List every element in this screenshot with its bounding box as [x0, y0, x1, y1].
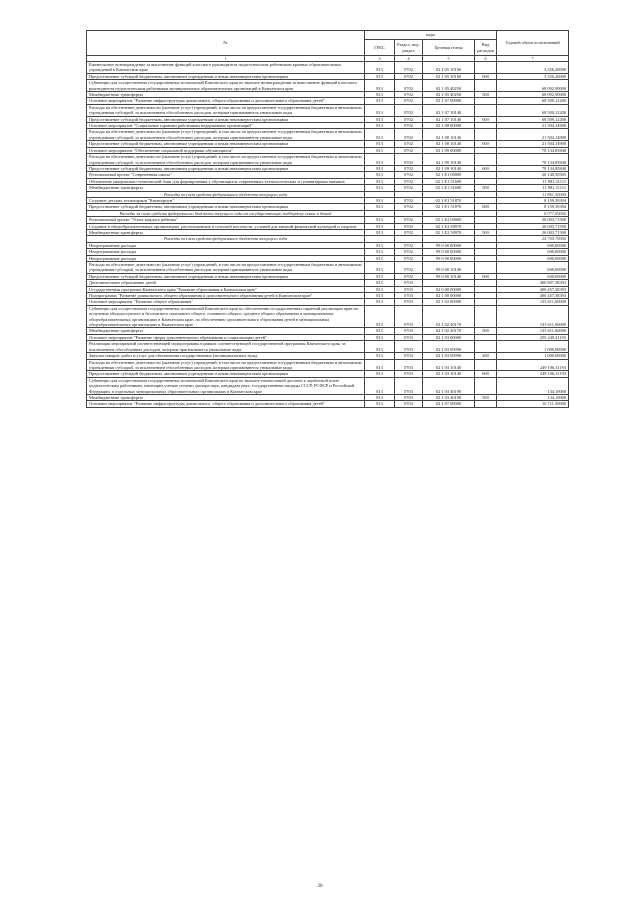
expense-name: Субвенции для осуществления государственных полномочий Камчатского края по обеспечению государственных гарантий реализации прав на получение общедоступного и бесплатного начального общего, основного общего, среднего общего образования в муниципальных общеобразовательных организациях в Камчатском крае, по обеспечению дополнительного образования детей в муниципальных общеобразовательных организациях в Камчатском крае: [87, 305, 365, 328]
target-article-code: 02 1 09 10140: [423, 154, 475, 166]
column-index: 5: [423, 56, 475, 62]
table-row: [87, 359, 569, 371]
grbs-code: 813: [365, 172, 395, 178]
target-article-code: 02 1 E2 50970: [423, 223, 475, 229]
target-article-code: 02 1 03 40190: [423, 377, 475, 394]
expense-name: Межбюджетные трансферты: [87, 328, 365, 334]
target-article-code: 02 1 02 40170: [423, 305, 475, 328]
target-article-code: 02 1 03 00000: [423, 334, 475, 340]
expense-type-code: [475, 80, 497, 92]
razdel-code: 0702: [395, 255, 423, 261]
target-article-code: 02 1 E2 00000: [423, 217, 475, 223]
expense-type-code: [475, 305, 497, 328]
target-article-code: 02 1 02 00000: [423, 299, 475, 305]
amount-value: 133 611,60000: [497, 299, 569, 305]
target-article-code: 02 1 E1 00000: [423, 172, 475, 178]
amount-value: 68 092,90000: [497, 80, 569, 92]
grbs-code: 813: [365, 353, 395, 359]
column-index: 7: [497, 56, 569, 62]
razdel-code: 0702: [395, 73, 423, 79]
expense-name: Основное мероприятие "Развитие инфраструктуры дошкольного, общего образования и дополнительного образования детей": [87, 401, 365, 407]
razdel-code: 0702: [395, 185, 423, 191]
note-text: Расходы за счет средств федерального бюджета текущего года: [87, 191, 365, 197]
target-article-code: 02 1 02 40170: [423, 328, 475, 334]
target-article-code: 02 1 07 00000: [423, 401, 475, 407]
target-article-code: 02 1 E1 51690: [423, 178, 475, 184]
table-row: [87, 104, 569, 116]
razdel-code: 0702: [395, 172, 423, 178]
column-index: 4: [395, 56, 423, 62]
grbs-code: 813: [365, 299, 395, 305]
amount-value: 400 457,38393: [497, 286, 569, 292]
column-index: 3: [365, 56, 395, 62]
target-article-code: 02 0 00 00000: [423, 286, 475, 292]
razdel-code: 0703: [395, 359, 423, 371]
grbs-code: 813: [365, 104, 395, 116]
razdel-code: 0703: [395, 394, 423, 400]
grbs-code: 813: [365, 293, 395, 299]
amount-value: 21 504,14900: [497, 129, 569, 141]
target-article-code: 02 1 00 00000: [423, 293, 475, 299]
target-article-code: 02 1 E1 51870: [423, 204, 475, 210]
expense-type-code: [475, 62, 497, 74]
table-row: [87, 377, 569, 394]
table-row: [87, 401, 569, 407]
expense-name: Непрограммные расходы: [87, 255, 365, 261]
razdel-code: 0702: [395, 141, 423, 147]
razdel-code: 0703: [395, 293, 423, 299]
razdel-code: 0702: [395, 229, 423, 235]
amount-value: 68 509,12200: [497, 116, 569, 122]
amount-value: 3 356,20000: [497, 62, 569, 74]
razdel-code: 0702: [395, 273, 423, 279]
target-article-code: 02 1 E1 51870: [423, 197, 475, 203]
expense-name: Межбюджетные трансферты: [87, 229, 365, 235]
razdel-code: 0702: [395, 249, 423, 255]
expense-name: Расходы на обеспечение деятельности (оказание услуг) учреждений, в том числе на предоставление государственным бюджетным и автономным учреждениям субсидий, за исключением обособленных расходов, которым присваиваются уникальные коды: [87, 104, 365, 116]
table-row: [87, 154, 569, 166]
razdel-code: 0702: [395, 178, 423, 184]
grbs-code: 813: [365, 123, 395, 129]
expense-name: Непрограммные расходы: [87, 249, 365, 255]
column-index: 1: [87, 56, 365, 62]
grbs-code: 813: [365, 273, 395, 279]
razdel-code: 0702: [395, 204, 423, 210]
expense-type-code: 500: [475, 328, 497, 334]
expense-name: Предоставление субсидий бюджетным, автономным учреждениям и иным некоммерческим организациям: [87, 371, 365, 377]
amount-value: 11 981,31111: [497, 185, 569, 191]
grbs-code: 813: [365, 394, 395, 400]
grbs-code: 813: [365, 359, 395, 371]
razdel-code: 0703: [395, 286, 423, 292]
amount-value: 600,00000: [497, 262, 569, 274]
grbs-code: 813: [365, 62, 395, 74]
expense-name: Расходы на обеспечение деятельности (оказание услуг) учреждений, в том числе на предоставление государственным бюджетным и автономным учреждениям субсидий, за исключением обособленных расходов, которым присваиваются уникальные коды: [87, 154, 365, 166]
target-article-header: Целевая статья: [423, 40, 475, 56]
razdel-code: 0703: [395, 280, 423, 286]
grbs-code: 813: [365, 98, 395, 104]
razdel-code: 0703: [395, 377, 423, 394]
expense-name: Создание в общеобразовательных организациях, расположенных в сельской местности, условий для занятий физической культурой и спортом: [87, 223, 365, 229]
expense-name: Обновление материально-технической базы для формирования у обучающихся современных технологических и гуманитарных навыков: [87, 178, 365, 184]
note-amount: 11 861,50000: [497, 191, 569, 197]
razdel-header: Раздел, под-раздел: [395, 40, 423, 56]
amount-value: 21 504,14900: [497, 123, 569, 129]
grbs-code: 813: [365, 154, 395, 166]
budget-table: [86, 30, 569, 408]
expense-type-header: Вид расходов: [475, 40, 497, 56]
expense-name: Межбюджетные трансферты: [87, 185, 365, 191]
grbs-code: 813: [365, 147, 395, 153]
amount-value: 26 003,71500: [497, 217, 569, 223]
grbs-code: 813: [365, 280, 395, 286]
amount-value: 600,00000: [497, 249, 569, 255]
expense-name: Предоставление субсидий бюджетным, автономным учреждениям и иным некоммерческим организациям: [87, 204, 365, 210]
expense-type-code: 500: [475, 92, 497, 98]
expense-type-code: 600: [475, 73, 497, 79]
razdel-code: 0702: [395, 197, 423, 203]
expense-name: Непрограммные расходы: [87, 242, 365, 248]
expense-name: Предоставление субсидий бюджетным, автономным учреждениям и иным некоммерческим организациям: [87, 165, 365, 171]
expense-type-code: 200: [475, 353, 497, 359]
amount-value: 600,00000: [497, 242, 569, 248]
target-article-code: 02 1 E2 50970: [423, 229, 475, 235]
expense-type-code: 500: [475, 394, 497, 400]
razdel-code: 0702: [395, 129, 423, 141]
expense-name: Расходы на обеспечение деятельности (оказание услуг) учреждений, в том числе на предоставление государственным бюджетным и автономным учреждениям субсидий, за исключением обособленных расходов, которым присваиваются уникальные коды: [87, 129, 365, 141]
razdel-code: 0702: [395, 98, 423, 104]
expense-name: Основное мероприятие "Развитие инфраструктуры дошкольного, общего образования и дополнительного образования детей": [87, 98, 365, 104]
note-amount: 24 700,70000: [497, 236, 569, 242]
amount-value: 16 711,30000: [497, 401, 569, 407]
razdel-code: 0702: [395, 223, 423, 229]
grbs-code: 813: [365, 229, 395, 235]
table-row: [87, 305, 569, 328]
target-article-code: 02 1 E1 51690: [423, 185, 475, 191]
expense-type-code: 500: [475, 185, 497, 191]
razdel-code: 0703: [395, 334, 423, 340]
grbs-code: 813: [365, 255, 395, 261]
expense-name: Подпрограмма "Развитие дошкольного, общего образования и дополнительного образования детей в Камчатском крае": [87, 293, 365, 299]
expense-name: Основное мероприятие "Развитие сферы дополнительного образования и социализации детей": [87, 334, 365, 340]
amount-value: 20 140,50505: [497, 172, 569, 178]
expense-type-code: [475, 341, 497, 353]
razdel-code: 0702: [395, 147, 423, 153]
grbs-code: 813: [365, 185, 395, 191]
expense-name: Региональный проект "Современная школа": [87, 172, 365, 178]
expense-name: Предоставление субсидий бюджетным, автономным учреждениям и иным некоммерческим организациям: [87, 273, 365, 279]
grbs-code: 813: [365, 116, 395, 122]
codes-header: коды: [365, 31, 497, 40]
expense-type-code: [475, 129, 497, 141]
amount-value: 1 000,00000: [497, 353, 569, 359]
expense-type-code: 500: [475, 229, 497, 235]
grbs-code: 813: [365, 92, 395, 98]
target-article-code: 02 1 05 40250: [423, 80, 475, 92]
grbs-code: 813: [365, 249, 395, 255]
expense-name: Расходы на обеспечение деятельности (оказание услуг) учреждений, в том числе на предоставление государственным бюджетным и автономным учреждениям субсидий, за исключением обособленных расходов, которым присваиваются уникальные коды: [87, 359, 365, 371]
amount-value: 26 003,71500: [497, 223, 569, 229]
expense-name: Межбюджетные трансферты: [87, 394, 365, 400]
amount-value: 134,10000: [497, 394, 569, 400]
grbs-code: 813: [365, 371, 395, 377]
razdel-code: 0702: [395, 80, 423, 92]
razdel-code: 0702: [395, 217, 423, 223]
table-row: [87, 80, 569, 92]
expense-type-code: 600: [475, 165, 497, 171]
target-article-code: 02 1 03 10140: [423, 359, 475, 371]
expense-name: Государственная программа Камчатского края "Развитие образования в Камчатском крае": [87, 286, 365, 292]
razdel-code: 0703: [395, 299, 423, 305]
grbs-header: ГРБС: [365, 40, 395, 56]
razdel-code: 0702: [395, 116, 423, 122]
target-article-code: 02 1 05 10160: [423, 62, 475, 74]
grbs-code: 813: [365, 217, 395, 223]
amount-value: 68 509,12200: [497, 104, 569, 116]
amount-value: 400 807,38393: [497, 280, 569, 286]
grbs-code: 813: [365, 223, 395, 229]
expense-name: Расходы на обеспечение деятельности (оказание услуг) учреждений, в том числе на предоставление государственным бюджетным и автономным учреждениям субсидий, за исключением обособленных расходов, которым присваиваются уникальные коды: [87, 262, 365, 274]
amount-value: 78 134,85840: [497, 147, 569, 153]
target-article-code: 02 1 03 09990: [423, 341, 475, 353]
target-article-code: 02 1 03 40190: [423, 394, 475, 400]
note-amount: 8 077,80000: [497, 210, 569, 216]
target-article-code: 99 0 00 00000: [423, 249, 475, 255]
razdel-code: 0702: [395, 165, 423, 171]
amount-value: 68 509,12200: [497, 98, 569, 104]
target-article-code: 02 1 07 00000: [423, 98, 475, 104]
grbs-code: 813: [365, 341, 395, 353]
table-row: [87, 62, 569, 74]
amount-value: 21 504,14900: [497, 141, 569, 147]
amount-value: 250 240,41193: [497, 334, 569, 340]
amount-value: 249 106,31193: [497, 359, 569, 371]
amount-value: 1 000,00000: [497, 341, 569, 353]
amount-value: 400 457,38393: [497, 293, 569, 299]
razdel-code: 0702: [395, 242, 423, 248]
razdel-code: 0702: [395, 262, 423, 274]
total-header: Годовой объем ассигнований: [497, 31, 569, 56]
grbs-code: 813: [365, 334, 395, 340]
grbs-code: 813: [365, 262, 395, 274]
expense-name: Ежемесячное вознаграждение за выполнение функций классного руководителя педагогическим работникам краевых образовательных учреждений в Камчатском крае: [87, 62, 365, 74]
target-article-code: 02 1 08 10140: [423, 141, 475, 147]
target-article-code: 02 1 05 40250: [423, 92, 475, 98]
amount-value: 78 134,85840: [497, 165, 569, 171]
amount-value: 8 159,39394: [497, 197, 569, 203]
expense-name: Основное мероприятие "Обеспечение социальной поддержки обучающихся": [87, 147, 365, 153]
target-article-code: 02 1 09 10140: [423, 165, 475, 171]
expense-name: Межбюджетные трансферты: [87, 92, 365, 98]
grbs-code: 813: [365, 141, 395, 147]
expense-name: Предоставление субсидий бюджетным, автономным учреждениям и иным некоммерческим организациям: [87, 73, 365, 79]
amount-value: 133 611,60000: [497, 328, 569, 334]
target-article-code: 02 1 03 10140: [423, 371, 475, 377]
table-row: [87, 129, 569, 141]
grbs-code: 813: [365, 242, 395, 248]
expense-name: Субвенции для осуществления государственных полномочий Камчатского края по выплате ежемесячной доплаты к заработной плате педагогическим работникам, имеющим ученые степени доктора наук, кандидата наук, государственные награды СССР, РСФСР и Российской Федерации, в отдельных муниципальных образовательных организациях в Камчатском крае: [87, 377, 365, 394]
target-article-code: 99 0 00 00000: [423, 242, 475, 248]
expense-type-code: [475, 262, 497, 274]
expense-name: Предоставление субсидий бюджетным, автономным учреждениям и иным некоммерческим организациям: [87, 141, 365, 147]
target-article-code: 02 1 09 00000: [423, 147, 475, 153]
amount-value: 249 106,31193: [497, 371, 569, 377]
razdel-code: 0703: [395, 353, 423, 359]
table-header-row: [87, 31, 569, 40]
amount-value: 134,10000: [497, 377, 569, 394]
grbs-code: 813: [365, 401, 395, 407]
expense-name: Субвенции для осуществления государственных полномочий Камчатского края по выплате вознаграждения за выполнение функций классного руководителя педагогическим работникам муниципальных образовательных организаций в Камчатском крае: [87, 80, 365, 92]
expense-type-code: [475, 154, 497, 166]
amount-value: 600,00000: [497, 273, 569, 279]
expense-name: Основное мероприятие "Развитие общего образования": [87, 299, 365, 305]
expense-type-code: 600: [475, 204, 497, 210]
target-article-code: 02 1 08 00000: [423, 123, 475, 129]
target-article-code: 02 1 07 10140: [423, 104, 475, 116]
expense-name: Региональный проект "Успех каждого ребенка": [87, 217, 365, 223]
grbs-code: 813: [365, 204, 395, 210]
razdel-code: 0702: [395, 154, 423, 166]
table-row: [87, 262, 569, 274]
expense-name: Закупка товаров, работ и услуг для обеспечения государственных (муниципальных) нужд: [87, 353, 365, 359]
expense-type-code: 600: [475, 116, 497, 122]
target-article-code: 02 1 08 10140: [423, 129, 475, 141]
expense-type-code: [475, 104, 497, 116]
grbs-code: 813: [365, 286, 395, 292]
table-row: [87, 341, 569, 353]
grbs-code: 813: [365, 165, 395, 171]
amount-value: 133 611,60000: [497, 305, 569, 328]
target-article-code: 99 0 00 10140: [423, 273, 475, 279]
razdel-code: 0702: [395, 104, 423, 116]
table-body: [87, 62, 569, 408]
amount-value: 8 159,39394: [497, 204, 569, 210]
expense-name: Дополнительное образование детей: [87, 280, 365, 286]
target-article-code: 02 1 05 10160: [423, 73, 475, 79]
expense-name: Создание детских технопарков "Кванториум": [87, 197, 365, 203]
note-text: Расходы за счет средств федерального бюджета текущего года: [87, 236, 365, 242]
amount-value: 3 356,20000: [497, 73, 569, 79]
expense-name: Реализация мероприятий соответствующей подпрограммы в рамках соответствующей государственной программы Камчатского края, за исключением обособленных расходов, которым присваиваются уникальные коды: [87, 341, 365, 353]
grbs-code: 813: [365, 80, 395, 92]
expense-type-code: [475, 377, 497, 394]
amount-value: 600,00000: [497, 255, 569, 261]
target-article-code: 99 0 00 00000: [423, 255, 475, 261]
target-article-code: 02 1 03 09990: [423, 353, 475, 359]
grbs-code: 813: [365, 73, 395, 79]
razdel-code: 0703: [395, 401, 423, 407]
expense-name: Предоставление субсидий бюджетным, автономным учреждениям и иным некоммерческим организациям: [87, 116, 365, 122]
budget-page: [86, 30, 568, 408]
note-text: Расходы за счет средств федерального бюджета текущего года на государственную поддержку семьи и детей: [87, 210, 365, 216]
razdel-code: 0702: [395, 123, 423, 129]
grbs-code: 813: [365, 197, 395, 203]
grbs-code: 813: [365, 328, 395, 334]
amount-value: 26 003,71500: [497, 229, 569, 235]
page-number: 20: [317, 884, 323, 889]
grbs-code: 813: [365, 129, 395, 141]
razdel-code: 0703: [395, 328, 423, 334]
target-article-code: 99 0 00 10140: [423, 262, 475, 274]
grbs-code: 813: [365, 305, 395, 328]
expense-type-code: [475, 401, 497, 407]
expense-type-code: 600: [475, 371, 497, 377]
razdel-code: 0703: [395, 305, 423, 328]
razdel-code: 0703: [395, 341, 423, 353]
razdel-code: 0702: [395, 62, 423, 74]
amount-value: 78 134,85840: [497, 154, 569, 166]
column-index: 6: [475, 56, 497, 62]
amount-value: 68 092,90000: [497, 92, 569, 98]
expense-type-code: [475, 359, 497, 371]
amount-value: 11 981,31111: [497, 178, 569, 184]
grbs-code: 813: [365, 178, 395, 184]
razdel-code: 0702: [395, 92, 423, 98]
number-header: №: [87, 31, 365, 56]
expense-name: Основное мероприятие "Социальные гарантии работникам недержавных организаций": [87, 123, 365, 129]
grbs-code: 813: [365, 377, 395, 394]
expense-type-code: 600: [475, 141, 497, 147]
razdel-code: 0703: [395, 371, 423, 377]
expense-type-code: 600: [475, 273, 497, 279]
target-article-code: 02 1 07 10140: [423, 116, 475, 122]
